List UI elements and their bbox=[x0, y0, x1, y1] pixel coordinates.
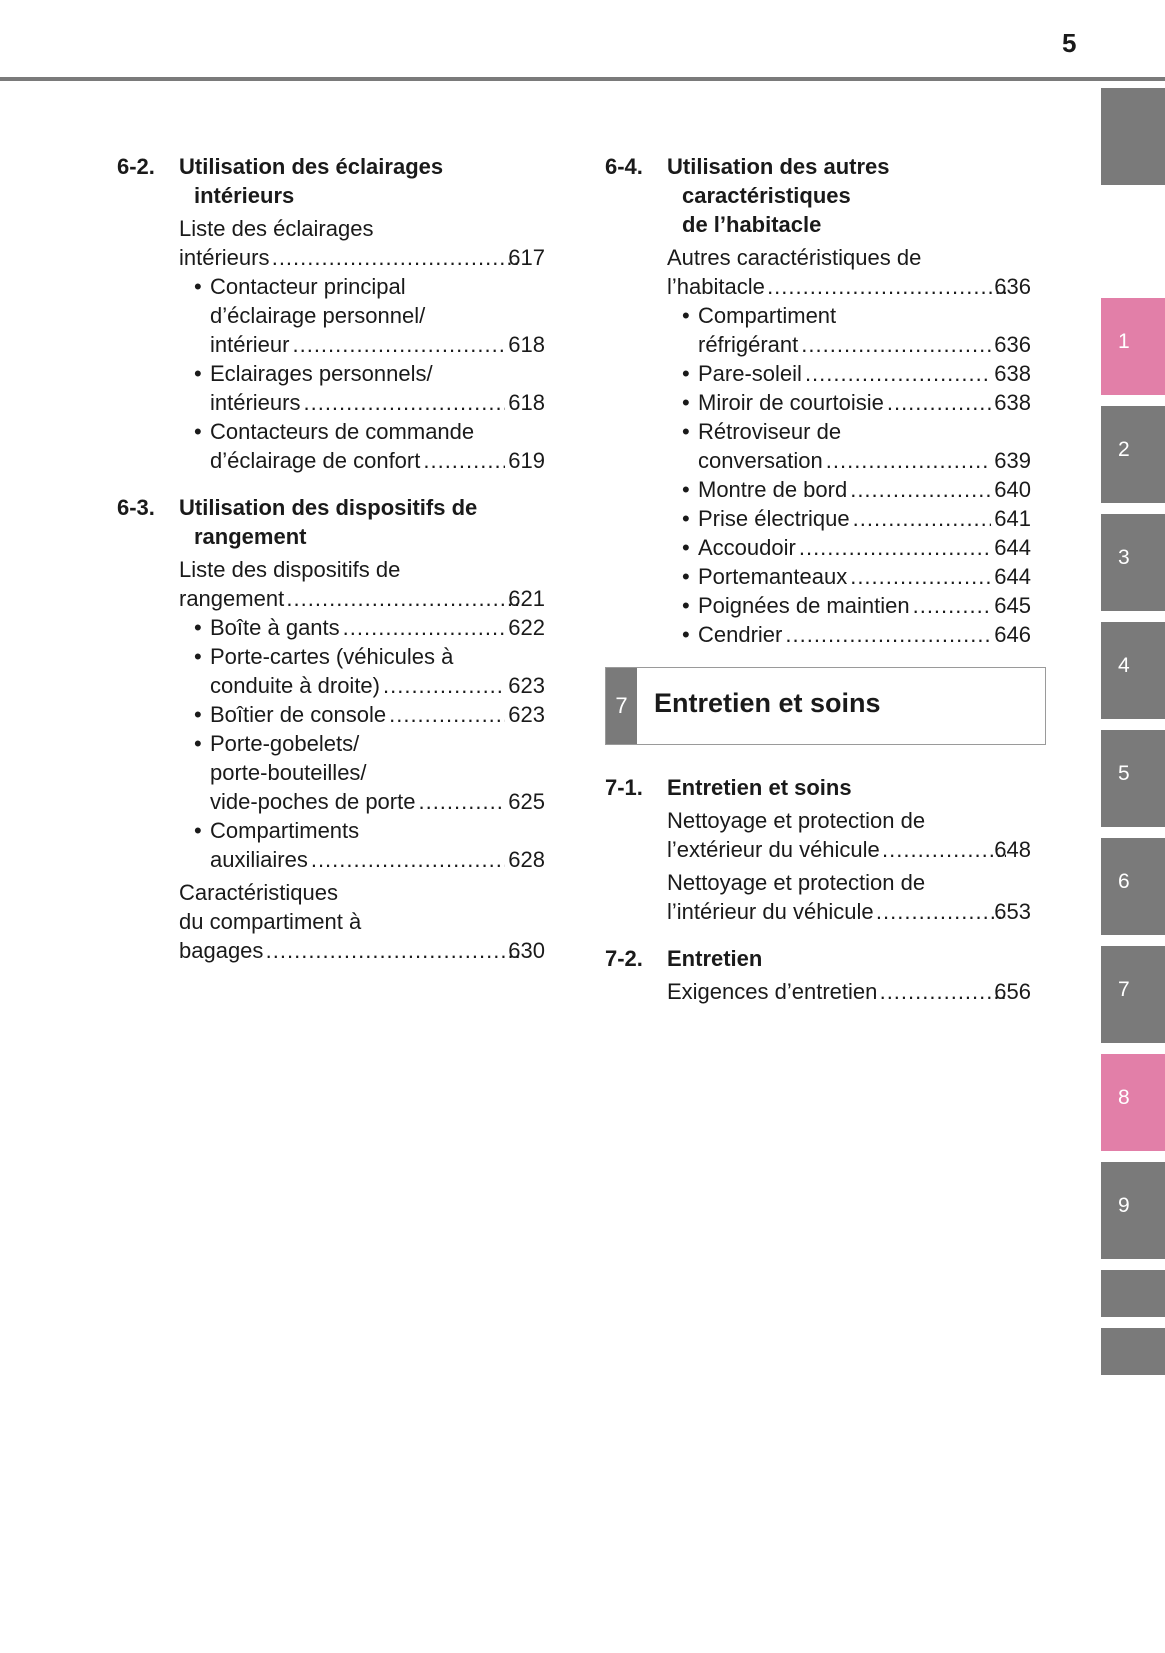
dot-leader bbox=[311, 845, 505, 874]
entry-leader-line bbox=[698, 475, 1031, 504]
dot-leader bbox=[343, 613, 506, 642]
entry-leader-line bbox=[698, 562, 1031, 591]
chapter-tab-7[interactable]: 7 bbox=[1101, 946, 1165, 1043]
dot-leader bbox=[266, 936, 520, 965]
chapter-tab-5[interactable]: 5 bbox=[1101, 730, 1165, 827]
chapter-tab-4[interactable]: 4 bbox=[1101, 622, 1165, 719]
toc-entry[interactable] bbox=[605, 977, 1031, 1006]
bullet-marker: • bbox=[682, 477, 690, 502]
section-number: 6-4. bbox=[605, 154, 643, 179]
dot-leader bbox=[850, 475, 991, 504]
toc-entry[interactable] bbox=[605, 388, 1031, 417]
entry-text: d’éclairage de confort bbox=[210, 448, 421, 473]
entry-page-number: 622 bbox=[508, 615, 545, 640]
section-number: 7-1. bbox=[605, 775, 643, 800]
toc-entry[interactable] bbox=[117, 878, 545, 965]
section-heading bbox=[605, 773, 1031, 802]
entry-leader-line bbox=[698, 620, 1031, 649]
section-heading bbox=[117, 152, 545, 210]
blank-tab[interactable] bbox=[1101, 88, 1165, 185]
bullet-marker: • bbox=[194, 702, 202, 727]
entry-text-line: Eclairages personnels/ bbox=[210, 361, 433, 386]
dot-leader bbox=[383, 671, 505, 700]
chapter-tab-6[interactable]: 6 bbox=[1101, 838, 1165, 935]
dot-leader bbox=[799, 533, 991, 562]
entry-text-line: du compartiment à bbox=[179, 909, 362, 934]
dot-leader bbox=[877, 897, 1007, 926]
entry-text-line: Contacteur principal bbox=[210, 274, 406, 299]
page-number: 5 bbox=[1062, 28, 1077, 58]
section-number: 6-2. bbox=[117, 154, 155, 179]
toc-entry[interactable] bbox=[605, 301, 1031, 359]
dot-leader bbox=[768, 272, 1006, 301]
toc-entry[interactable] bbox=[605, 504, 1031, 533]
entry-page-number: 623 bbox=[508, 702, 545, 727]
chapter-heading-box bbox=[605, 667, 1046, 745]
entry-leader-line bbox=[698, 446, 1031, 475]
entry-text: intérieurs bbox=[210, 390, 301, 415]
entry-page-number: 644 bbox=[994, 564, 1031, 589]
entry-page-number: 623 bbox=[508, 673, 545, 698]
entry-text: Miroir de courtoisie bbox=[698, 390, 884, 415]
entry-text: Accoudoir bbox=[698, 535, 796, 560]
entry-text: Boîte à gants bbox=[210, 615, 340, 640]
entry-page-number: 618 bbox=[508, 390, 545, 415]
toc-entry[interactable] bbox=[117, 642, 545, 700]
entry-text: conduite à droite) bbox=[210, 673, 380, 698]
dot-leader bbox=[880, 977, 1006, 1006]
dot-leader bbox=[292, 330, 505, 359]
section-title: Utilisation des dispositifs de rangement bbox=[179, 495, 478, 549]
entry-text: conversation bbox=[698, 448, 823, 473]
toc-entry[interactable] bbox=[117, 729, 545, 816]
entry-text: Prise électrique bbox=[698, 506, 850, 531]
bullet-marker: • bbox=[682, 506, 690, 531]
entry-page-number: 639 bbox=[994, 448, 1031, 473]
entry-leader-line bbox=[179, 584, 545, 613]
entry-leader-line bbox=[210, 388, 545, 417]
entry-text-line: Nettoyage et protection de bbox=[667, 870, 926, 895]
blank-tab[interactable] bbox=[1101, 1270, 1165, 1317]
toc-right-bottom bbox=[605, 773, 1031, 1006]
entry-leader-line bbox=[698, 591, 1031, 620]
entry-text-line: Liste des éclairages bbox=[179, 216, 374, 241]
entry-leader-line bbox=[179, 243, 545, 272]
entry-page-number: 640 bbox=[994, 477, 1031, 502]
toc-left-column bbox=[117, 148, 545, 965]
bullet-marker: • bbox=[682, 535, 690, 560]
entry-text-line: Autres caractéristiques de bbox=[667, 245, 922, 270]
entry-leader-line bbox=[698, 388, 1031, 417]
toc-entry[interactable] bbox=[117, 214, 545, 272]
entry-text: vide-poches de porte bbox=[210, 789, 416, 814]
toc-entry[interactable] bbox=[117, 417, 545, 475]
dot-leader bbox=[272, 243, 520, 272]
entry-leader-line bbox=[210, 446, 545, 475]
entry-text: Pare-soleil bbox=[698, 361, 802, 386]
entry-text: Exigences d’entretien bbox=[667, 979, 878, 1004]
toc-right-top bbox=[605, 152, 1031, 649]
entry-text: bagages bbox=[179, 938, 264, 963]
chapter-tab-8[interactable]: 8 bbox=[1101, 1054, 1165, 1151]
toc-entry[interactable] bbox=[117, 613, 545, 642]
entry-page-number: 646 bbox=[994, 622, 1031, 647]
entry-page-number: 619 bbox=[508, 448, 545, 473]
dot-leader bbox=[826, 446, 992, 475]
entry-leader-line bbox=[667, 272, 1031, 301]
bullet-marker: • bbox=[194, 731, 202, 756]
entry-text: Poignées de maintien bbox=[698, 593, 910, 618]
entry-leader-line bbox=[210, 787, 545, 816]
entry-text: réfrigérant bbox=[698, 332, 799, 357]
entry-text: rangement bbox=[179, 586, 285, 611]
entry-text-line: Porte-gobelets/ bbox=[210, 731, 360, 756]
bullet-marker: • bbox=[682, 593, 690, 618]
entry-text-line: Nettoyage et protection de bbox=[667, 808, 926, 833]
chapter-tab-9[interactable]: 9 bbox=[1101, 1162, 1165, 1259]
entry-text-line: porte-bouteilles/ bbox=[210, 760, 367, 785]
dot-leader bbox=[913, 591, 992, 620]
dot-leader bbox=[287, 584, 520, 613]
entry-text-line: Liste des dispositifs de bbox=[179, 557, 401, 582]
entry-text: Cendrier bbox=[698, 622, 783, 647]
entry-leader-line bbox=[698, 359, 1031, 388]
section-heading bbox=[117, 493, 545, 551]
toc-entry[interactable] bbox=[605, 868, 1031, 926]
toc-entry[interactable] bbox=[605, 806, 1031, 864]
dot-leader bbox=[850, 562, 991, 591]
header-rule bbox=[0, 77, 1165, 81]
entry-page-number: 638 bbox=[994, 390, 1031, 415]
dot-leader bbox=[423, 446, 505, 475]
toc-entry[interactable] bbox=[605, 591, 1031, 620]
dot-leader bbox=[801, 330, 991, 359]
entry-page-number: 617 bbox=[508, 245, 545, 270]
toc-entry[interactable] bbox=[117, 816, 545, 874]
entry-text-line: Caractéristiques bbox=[179, 880, 338, 905]
entry-page-number: 653 bbox=[994, 899, 1031, 924]
entry-page-number: 656 bbox=[994, 979, 1031, 1004]
entry-page-number: 618 bbox=[508, 332, 545, 357]
section-number: 7-2. bbox=[605, 946, 643, 971]
entry-page-number: 644 bbox=[994, 535, 1031, 560]
entry-leader-line bbox=[667, 977, 1031, 1006]
bullet-marker: • bbox=[194, 644, 202, 669]
entry-leader-line bbox=[698, 330, 1031, 359]
dot-leader bbox=[805, 359, 991, 388]
chapter-tab-3[interactable]: 3 bbox=[1101, 514, 1165, 611]
bullet-marker: • bbox=[194, 419, 202, 444]
entry-text: auxiliaires bbox=[210, 847, 308, 872]
entry-leader-line bbox=[698, 533, 1031, 562]
entry-page-number: 645 bbox=[994, 593, 1031, 618]
entry-text-line: d’éclairage personnel/ bbox=[210, 303, 426, 328]
section-heading bbox=[605, 944, 1031, 973]
entry-leader-line bbox=[667, 835, 1031, 864]
section-heading bbox=[605, 152, 1031, 239]
toc-entry[interactable] bbox=[605, 533, 1031, 562]
bullet-marker: • bbox=[682, 622, 690, 647]
dot-leader bbox=[887, 388, 991, 417]
toc-entry[interactable] bbox=[605, 620, 1031, 649]
dot-leader bbox=[785, 620, 991, 649]
entry-page-number: 630 bbox=[508, 938, 545, 963]
chapter-title: Entretien et soins bbox=[654, 688, 881, 718]
bullet-marker: • bbox=[682, 564, 690, 589]
entry-page-number: 636 bbox=[994, 332, 1031, 357]
entry-page-number: 621 bbox=[508, 586, 545, 611]
entry-leader-line bbox=[210, 700, 545, 729]
entry-text: intérieurs bbox=[179, 245, 270, 270]
chapter-tab-2[interactable]: 2 bbox=[1101, 406, 1165, 503]
entry-page-number: 641 bbox=[994, 506, 1031, 531]
bullet-marker: • bbox=[682, 419, 690, 444]
entry-text: Boîtier de console bbox=[210, 702, 387, 727]
entry-text: intérieur bbox=[210, 332, 290, 357]
toc-right-column bbox=[605, 148, 1031, 1006]
entry-text-line: Compartiment bbox=[698, 303, 837, 328]
section-title: Utilisation des éclairages intérieurs bbox=[179, 154, 444, 208]
entry-text: l’intérieur du véhicule bbox=[667, 899, 874, 924]
entry-text-line: Porte-cartes (véhicules à bbox=[210, 644, 454, 669]
bullet-marker: • bbox=[194, 615, 202, 640]
chapter-number: 7 bbox=[606, 668, 637, 744]
dot-leader bbox=[418, 787, 505, 816]
chapter-tab-1[interactable]: 1 bbox=[1101, 298, 1165, 395]
dot-leader bbox=[853, 504, 992, 533]
entry-text: Portemanteaux bbox=[698, 564, 848, 589]
entry-text-line: Compartiments bbox=[210, 818, 360, 843]
section-title: Utilisation des autres caractéristiques de l’habitacle bbox=[667, 154, 890, 237]
entry-leader-line bbox=[210, 671, 545, 700]
entry-text-line: Contacteurs de commande bbox=[210, 419, 475, 444]
entry-leader-line bbox=[179, 936, 545, 965]
entry-leader-line bbox=[667, 897, 1031, 926]
toc-entry[interactable] bbox=[117, 359, 545, 417]
toc-entry[interactable] bbox=[117, 555, 545, 613]
toc-entry[interactable] bbox=[605, 243, 1031, 301]
bullet-marker: • bbox=[194, 361, 202, 386]
blank-tab[interactable] bbox=[1101, 1328, 1165, 1375]
dot-leader bbox=[389, 700, 505, 729]
entry-page-number: 648 bbox=[994, 837, 1031, 862]
section-title: Entretien bbox=[667, 946, 763, 971]
bullet-marker: • bbox=[194, 818, 202, 843]
entry-page-number: 625 bbox=[508, 789, 545, 814]
bullet-marker: • bbox=[682, 303, 690, 328]
toc-entry[interactable] bbox=[605, 562, 1031, 591]
section-title: Entretien et soins bbox=[667, 775, 852, 800]
dot-leader bbox=[883, 835, 1007, 864]
entry-text: l’extérieur du véhicule bbox=[667, 837, 880, 862]
toc-entry[interactable] bbox=[117, 700, 545, 729]
toc-entry[interactable] bbox=[605, 359, 1031, 388]
bullet-marker: • bbox=[682, 361, 690, 386]
entry-page-number: 638 bbox=[994, 361, 1031, 386]
entry-leader-line bbox=[698, 504, 1031, 533]
toc-entry[interactable] bbox=[605, 417, 1031, 475]
entry-page-number: 628 bbox=[508, 847, 545, 872]
entry-leader-line bbox=[210, 613, 545, 642]
dot-leader bbox=[303, 388, 505, 417]
toc-entry[interactable] bbox=[605, 475, 1031, 504]
bullet-marker: • bbox=[194, 274, 202, 299]
entry-text: l’habitacle bbox=[667, 274, 765, 299]
toc-entry[interactable] bbox=[117, 272, 545, 359]
entry-text-line: Rétroviseur de bbox=[698, 419, 842, 444]
entry-leader-line bbox=[210, 330, 545, 359]
section-number: 6-3. bbox=[117, 495, 155, 520]
bullet-marker: • bbox=[682, 390, 690, 415]
entry-page-number: 636 bbox=[994, 274, 1031, 299]
entry-text: Montre de bord bbox=[698, 477, 848, 502]
entry-leader-line bbox=[210, 845, 545, 874]
